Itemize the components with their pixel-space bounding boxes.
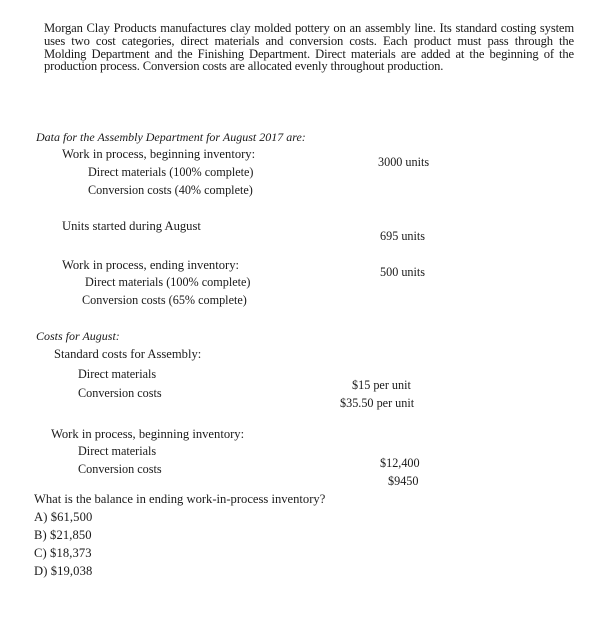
standard-dm-label: Direct materials [78,367,157,381]
wip-costs-dm-value: $12,400 [380,456,420,470]
wip-costs-cc-value: $9450 [388,474,419,488]
wip-costs-cc-label: Conversion costs [78,462,162,476]
wip-end-label: Work in process, ending inventory: [62,258,240,272]
units-started-label: Units started during August [62,219,201,233]
wip-end-dm: Direct materials (100% complete) [85,275,251,289]
wip-end-units: 500 units [380,265,426,279]
standard-costs-label: Standard costs for Assembly: [54,347,202,361]
answer-option-c[interactable]: C) $18,373 [34,546,92,560]
wip-begin-label: Work in process, beginning inventory: [62,147,256,161]
units-started-value: 695 units [380,229,426,243]
problem-intro: Morgan Clay Products manufactures clay molded pottery on an assembly line. Its standard costing system uses two cost categories, direct materials and conversion costs. Each product must pass through the Molding Department and the Finishing Department. Direct materials are added at the beginning of the production process. Conversion costs are allocated evenly throughout production. [44,21,574,74]
wip-begin-cc: Conversion costs (40% complete) [88,183,253,197]
wip-begin-dm: Direct materials (100% complete) [88,165,254,179]
question-text: What is the balance in ending work-in-process inventory? [34,492,326,506]
answer-option-d[interactable]: D) $19,038 [34,564,93,578]
standard-cc-label: Conversion costs [78,386,162,400]
data-heading: Data for the Assembly Department for August 2017 are: [36,130,306,144]
wip-costs-label: Work in process, beginning inventory: [51,427,245,441]
wip-costs-dm-label: Direct materials [78,444,157,458]
costs-heading: Costs for August: [36,329,120,343]
standard-dm-value: $15 per unit [352,378,411,392]
wip-end-cc: Conversion costs (65% complete) [82,293,247,307]
answer-option-a[interactable]: A) $61,500 [34,510,93,524]
standard-cc-value: $35.50 per unit [340,396,415,410]
wip-begin-units: 3000 units [378,155,430,169]
answer-option-b[interactable]: B) $21,850 [34,528,92,542]
